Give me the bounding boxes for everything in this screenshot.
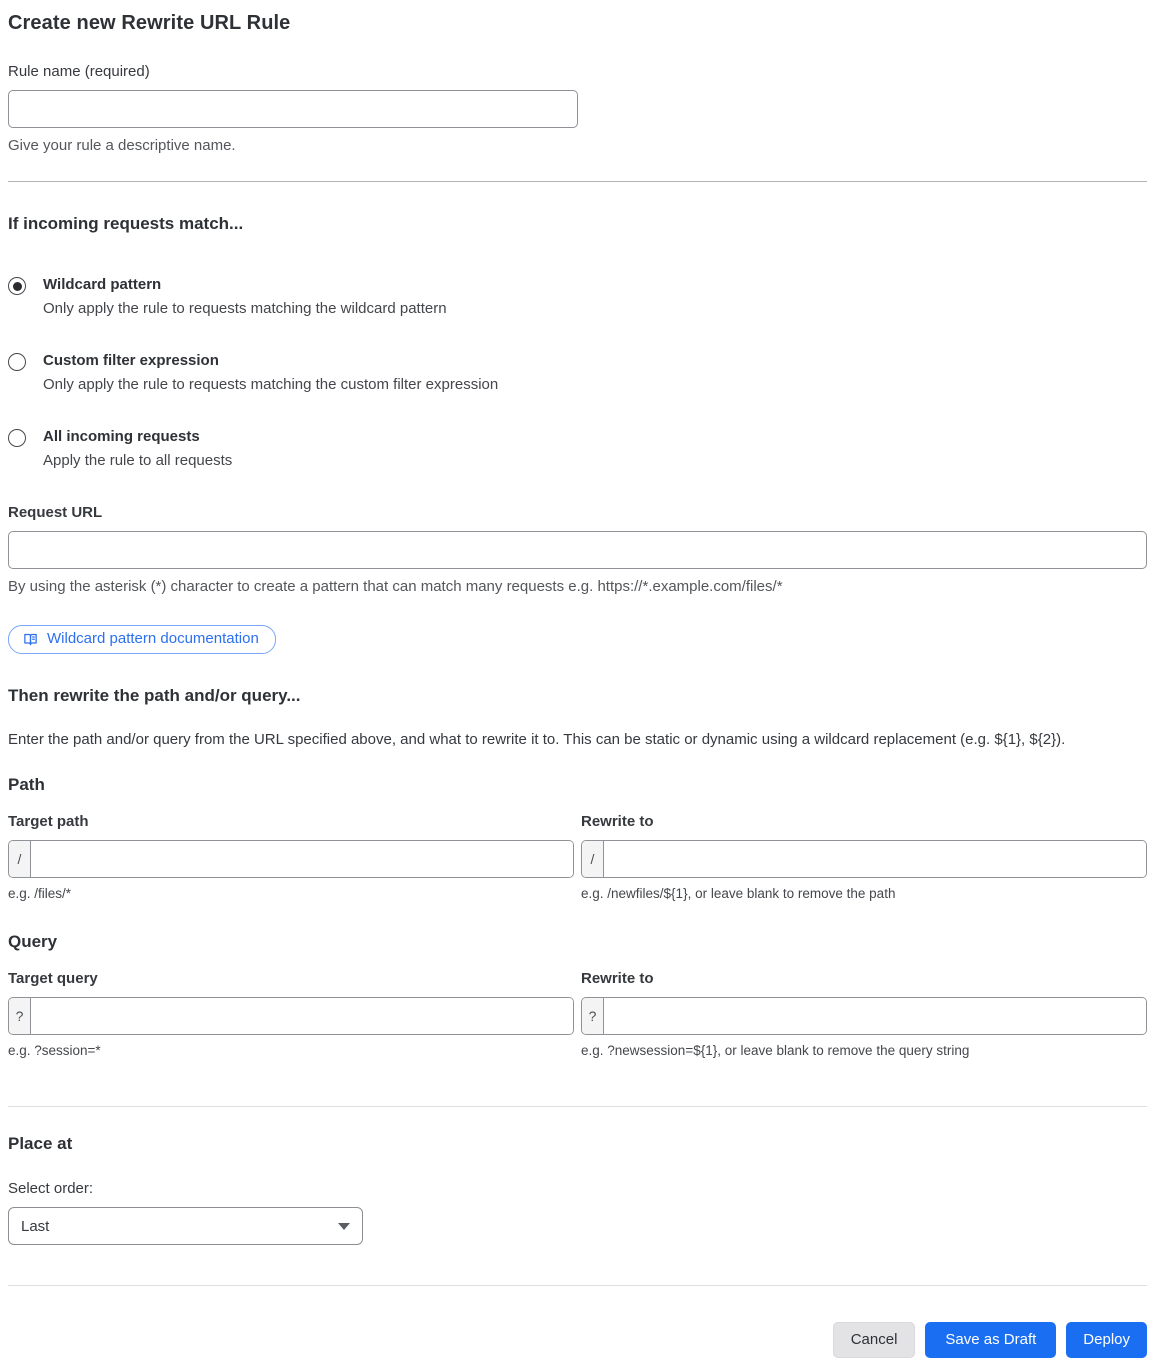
section-divider bbox=[8, 1106, 1147, 1107]
match-options bbox=[8, 276, 1147, 469]
path-rewrite-to-group bbox=[581, 840, 1147, 878]
target-query-group bbox=[8, 997, 574, 1035]
cancel-button[interactable]: Cancel bbox=[833, 1322, 916, 1358]
request-url-help: By using the asterisk (*) character to create a pattern that can match many requests e.g. https://*.example.com/files/* bbox=[8, 578, 783, 595]
path-heading: Path bbox=[8, 775, 45, 794]
save-draft-button[interactable]: Save as Draft bbox=[925, 1322, 1056, 1358]
query-rewrite-to-help: e.g. ?newsession=${1}, or leave blank to remove the query string bbox=[581, 1043, 970, 1058]
target-path-label: Target path bbox=[8, 813, 89, 830]
radio-option-label: Custom filter expression bbox=[43, 352, 219, 369]
radio-option-label: All incoming requests bbox=[43, 428, 200, 445]
request-url-section bbox=[8, 504, 1147, 654]
question-prefix: ? bbox=[9, 998, 31, 1034]
path-rewrite-to-help: e.g. /newfiles/${1}, or leave blank to remove the path bbox=[581, 886, 896, 901]
deploy-button[interactable]: Deploy bbox=[1066, 1322, 1147, 1358]
radio-option-1[interactable] bbox=[8, 352, 1147, 393]
radio-unselected-icon[interactable] bbox=[8, 429, 26, 447]
rewrite-heading: Then rewrite the path and/or query... bbox=[8, 686, 301, 705]
request-url-label: Request URL bbox=[8, 504, 103, 521]
open-book-icon bbox=[22, 632, 39, 647]
path-rewrite-to-label: Rewrite to bbox=[581, 813, 654, 830]
target-path-input[interactable] bbox=[31, 841, 573, 877]
slash-prefix: / bbox=[582, 841, 604, 877]
section-divider bbox=[8, 181, 1147, 182]
path-rewrite-to-input[interactable] bbox=[604, 841, 1146, 877]
question-prefix: ? bbox=[582, 998, 604, 1034]
radio-selected-icon[interactable] bbox=[8, 277, 26, 295]
wildcard-docs-label: Wildcard pattern documentation bbox=[47, 630, 259, 647]
footer-divider bbox=[8, 1285, 1147, 1286]
radio-option-description: Apply the rule to all requests bbox=[43, 452, 233, 469]
order-select[interactable] bbox=[8, 1207, 363, 1245]
query-rewrite-to-input[interactable] bbox=[604, 998, 1146, 1034]
select-order-label: Select order: bbox=[8, 1180, 94, 1197]
slash-prefix: / bbox=[9, 841, 31, 877]
wildcard-docs-button[interactable] bbox=[8, 625, 276, 654]
place-at-section bbox=[8, 1134, 1147, 1245]
rule-name-input[interactable] bbox=[8, 90, 578, 128]
rule-name-help: Give your rule a descriptive name. bbox=[8, 137, 236, 154]
place-at-heading: Place at bbox=[8, 1134, 73, 1153]
radio-option-0[interactable] bbox=[8, 276, 1147, 317]
target-path-group bbox=[8, 840, 574, 878]
radio-option-description: Only apply the rule to requests matching the wildcard pattern bbox=[43, 300, 447, 317]
target-path-help: e.g. /files/* bbox=[8, 886, 72, 901]
page-title: Create new Rewrite URL Rule bbox=[8, 12, 291, 34]
radio-option-label: Wildcard pattern bbox=[43, 276, 162, 293]
footer-actions bbox=[8, 1322, 1147, 1358]
query-rewrite-to-group bbox=[581, 997, 1147, 1035]
target-query-help: e.g. ?session=* bbox=[8, 1043, 101, 1058]
rule-name-section bbox=[8, 63, 1147, 154]
path-fields bbox=[8, 813, 1147, 901]
match-heading: If incoming requests match... bbox=[8, 214, 244, 233]
target-query-input[interactable] bbox=[31, 998, 573, 1034]
query-heading: Query bbox=[8, 932, 58, 951]
query-rewrite-to-label: Rewrite to bbox=[581, 970, 654, 987]
radio-option-description: Only apply the rule to requests matching the custom filter expression bbox=[43, 376, 499, 393]
rule-name-label: Rule name (required) bbox=[8, 63, 150, 80]
radio-unselected-icon[interactable] bbox=[8, 353, 26, 371]
query-fields bbox=[8, 970, 1147, 1058]
request-url-input[interactable] bbox=[8, 531, 1147, 569]
radio-option-2[interactable] bbox=[8, 428, 1147, 469]
rewrite-description: Enter the path and/or query from the URL specified above, and what to rewrite it to. This can be static or dynamic using a wildcard replacement (e.g. ${1}, ${2}). bbox=[8, 731, 1066, 748]
target-query-label: Target query bbox=[8, 970, 98, 987]
order-select-wrap bbox=[8, 1207, 363, 1245]
